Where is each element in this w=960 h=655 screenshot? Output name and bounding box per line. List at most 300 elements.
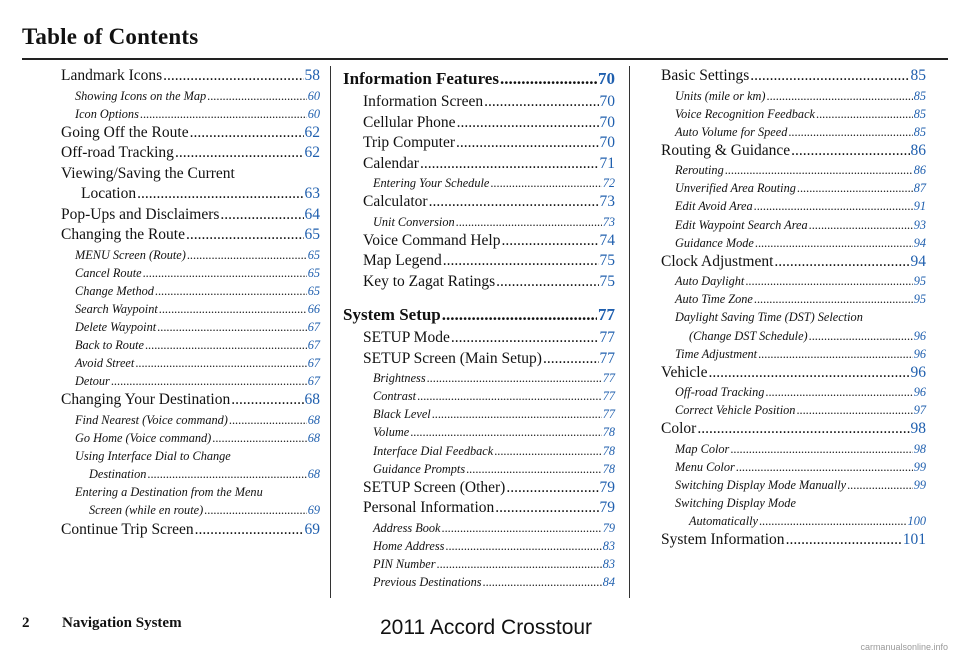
toc-entry-voice-recognition-feedback[interactable] [661, 105, 926, 123]
toc-page-link[interactable]: 95 [913, 274, 926, 289]
dot-leader [791, 141, 909, 162]
toc-page-link[interactable]: 93 [913, 217, 926, 232]
dot-leader [745, 272, 912, 290]
toc-entry-correct-vehicle-position[interactable] [661, 401, 926, 419]
toc-page-link[interactable]: 70 [599, 134, 615, 151]
dot-leader [187, 246, 307, 264]
toc-entry-label: Avoid Street [75, 356, 135, 371]
dot-leader [420, 154, 599, 175]
dot-leader [427, 369, 602, 387]
toc-entry-label: Contrast [373, 389, 417, 404]
dot-leader [484, 92, 598, 113]
toc-entry-time-adjustment[interactable] [661, 345, 926, 363]
toc-page-link[interactable]: 91 [913, 199, 926, 214]
toc-entry-label: Location [81, 185, 137, 203]
toc-entry-change-method[interactable] [61, 282, 320, 300]
toc-entry-label-line: Entering a Destination from the Menu [75, 485, 263, 500]
toc-entry-label: Destination [89, 467, 147, 482]
toc-page-link[interactable]: 96 [913, 346, 926, 361]
toc-page-link[interactable]: 79 [599, 478, 615, 496]
dot-leader [754, 197, 913, 215]
dot-leader [137, 184, 303, 205]
toc-page-link[interactable]: 101 [902, 531, 926, 549]
toc-entry-label: Information Screen [363, 93, 484, 110]
toc-page-link[interactable]: 77 [602, 407, 615, 422]
dot-leader [175, 143, 304, 164]
toc-entry-label: MENU Screen (Route) [75, 247, 186, 262]
toc-entry-label: Color [661, 420, 697, 438]
dot-leader [788, 123, 912, 141]
toc-entry-label: SETUP Screen (Other) [363, 478, 506, 496]
toc-entry-label: Calendar [363, 154, 419, 172]
toc-entry-unverified-area-routing[interactable] [661, 179, 926, 197]
toc-page-link[interactable]: 96 [913, 385, 926, 400]
toc-section-information-features[interactable] [343, 68, 615, 90]
toc-entry-label: Key to Zagat Ratings [363, 272, 496, 290]
toc-entry-landmark-icons[interactable] [61, 66, 320, 87]
toc-page-link[interactable]: 85 [913, 88, 926, 103]
toc-entry-viewing-saving-the-current[interactable] [61, 184, 320, 205]
toc-page-link[interactable]: 60 [307, 88, 320, 103]
dot-leader [111, 372, 307, 390]
toc-page-link[interactable]: 84 [602, 575, 615, 590]
toc-entry-label: Interface Dial Feedback [373, 443, 494, 458]
dot-leader [496, 272, 598, 293]
toc-entry-volume[interactable] [343, 423, 615, 441]
toc-page-link[interactable]: 78 [602, 461, 615, 476]
dot-leader [501, 231, 598, 252]
toc-entry-guidance-mode[interactable] [661, 234, 926, 252]
toc-page-link[interactable]: 68 [304, 391, 320, 409]
toc-entry-changing-your-destination[interactable] [61, 390, 320, 411]
toc-entry-voice-command-help[interactable] [343, 231, 615, 252]
toc-entry-label: Clock Adjustment [661, 252, 774, 270]
toc-page-link[interactable]: 67 [307, 374, 320, 389]
toc-entry-label: Voice Command Help [363, 231, 501, 249]
dot-leader [816, 105, 913, 123]
dot-leader [490, 174, 601, 192]
toc-entry-label: Going Off the Route [61, 123, 189, 141]
toc-page-link[interactable]: 97 [913, 403, 926, 418]
toc-page-link[interactable]: 87 [913, 181, 926, 196]
toc-page-link[interactable]: 100 [907, 514, 926, 529]
toc-entry-map-legend[interactable] [343, 251, 615, 272]
toc-entry-continue-trip-screen[interactable] [61, 520, 320, 541]
toc-entry-label: Edit Waypoint Search Area [675, 217, 808, 232]
dot-leader [231, 390, 303, 411]
dot-leader [207, 87, 307, 105]
dot-leader [432, 405, 602, 423]
toc-entry-label: Automatically [689, 514, 758, 529]
toc-page-link[interactable]: 73 [602, 214, 615, 229]
toc-page-link[interactable]: 62 [304, 144, 320, 162]
watermark: carmanualsonline.info [860, 642, 948, 652]
toc-page-link[interactable]: 63 [304, 185, 320, 203]
toc-entry-vehicle[interactable] [661, 363, 926, 384]
toc-page-link[interactable]: 98 [910, 420, 926, 438]
toc-entry-label: Guidance Mode [675, 235, 754, 250]
toc-page-link[interactable]: 70 [599, 93, 615, 110]
toc-entry-label: Cellular Phone [363, 113, 456, 131]
toc-entry-setup-screen-other[interactable] [343, 478, 615, 499]
toc-page-link[interactable]: 77 [602, 371, 615, 386]
toc-entry-label: Off-road Tracking [675, 385, 765, 400]
dot-leader [143, 264, 307, 282]
toc-entry-auto-time-zone[interactable] [661, 290, 926, 308]
toc-page-link[interactable]: 70 [599, 113, 615, 131]
toc-page-link[interactable]: 62 [304, 123, 320, 141]
toc-entry-label: Auto Daylight [675, 274, 745, 289]
toc-entry-label: Change Method [75, 283, 154, 298]
toc-entry-avoid-street[interactable] [61, 354, 320, 372]
toc-entry-label: Changing Your Destination [61, 391, 231, 409]
toc-entry-label: Auto Volume for Speed [675, 124, 788, 139]
dot-leader [774, 252, 909, 273]
dot-leader [429, 192, 599, 213]
toc-entry-label: Trip Computer [363, 134, 456, 151]
toc-entry-label: Voice Recognition Feedback [675, 106, 815, 121]
dot-leader [155, 282, 307, 300]
toc-entry-label: Unit Conversion [373, 214, 455, 229]
footer-section-label: Navigation System [62, 615, 182, 631]
toc-entry-label: Brightness [373, 371, 426, 386]
toc-page-link[interactable]: 58 [304, 67, 320, 84]
toc-entry-label: System Information [661, 531, 785, 549]
toc-page-link[interactable]: 67 [307, 338, 320, 353]
toc-entry-label: Landmark Icons [61, 67, 163, 84]
dot-leader [186, 225, 304, 246]
toc-page-link[interactable]: 65 [307, 265, 320, 280]
dot-leader [442, 304, 597, 326]
dot-leader [543, 349, 599, 370]
toc-entry-label: Auto Time Zone [675, 292, 753, 307]
toc-entry-auto-daylight[interactable] [661, 272, 926, 290]
toc-entry-using-interface-dial-to-change[interactable] [61, 465, 320, 483]
toc-entry-label: Detour [75, 374, 110, 389]
toc-column-3 [661, 66, 926, 551]
dot-leader [135, 354, 306, 372]
toc-entry-rerouting[interactable] [661, 161, 926, 179]
toc-entry-label: Map Legend [363, 252, 442, 270]
toc-entry-entering-a-destination-from-the-menu[interactable] [61, 501, 320, 519]
dot-leader [708, 363, 909, 384]
toc-entry-label: Personal Information [363, 499, 495, 517]
toc-page-link[interactable]: 65 [307, 247, 320, 262]
dot-leader [229, 411, 307, 429]
toc-page-link[interactable]: 66 [307, 301, 320, 316]
footer-page-number: 2 [22, 615, 30, 631]
toc-entry-label: Map Color [675, 441, 730, 456]
toc-entry-icon-options[interactable] [61, 105, 320, 123]
dot-leader [220, 205, 303, 226]
toc-section-system-setup[interactable] [343, 304, 615, 326]
toc-entry-interface-dial-feedback[interactable] [343, 442, 615, 460]
toc-entry-previous-destinations[interactable] [343, 573, 615, 591]
dot-leader [506, 478, 598, 499]
toc-entry-label: SETUP Screen (Main Setup) [363, 349, 542, 367]
toc-page-link[interactable]: 85 [913, 124, 926, 139]
toc-entry-switching-display-mode-manually[interactable] [661, 476, 926, 494]
toc-page-link[interactable]: 60 [307, 106, 320, 121]
toc-entry-edit-waypoint-search-area[interactable] [661, 216, 926, 234]
dot-leader [443, 251, 599, 272]
toc-entry-label: Screen (while en route) [89, 503, 204, 518]
toc-entry-label: (Change DST Schedule) [689, 328, 808, 343]
dot-leader [797, 179, 913, 197]
dot-leader [190, 123, 304, 144]
toc-page-link[interactable]: 96 [913, 328, 926, 343]
dot-leader [147, 465, 306, 483]
toc-entry-back-to-route[interactable] [61, 336, 320, 354]
toc-page-link[interactable]: 69 [304, 520, 320, 538]
toc-entry-search-waypoint[interactable] [61, 300, 320, 318]
dot-leader [212, 429, 306, 447]
toc-entry-label: Menu Color [675, 460, 735, 474]
toc-entry-label: Home Address [373, 538, 445, 553]
toc-page-link[interactable]: 99 [913, 460, 926, 474]
dot-leader [163, 66, 303, 87]
toc-page-link[interactable]: 95 [913, 292, 926, 307]
toc-entry-units-mile-or-km[interactable] [661, 87, 926, 105]
toc-page-link[interactable]: 78 [602, 443, 615, 458]
dot-leader [437, 555, 602, 573]
title-rule [22, 58, 948, 60]
toc-entry-personal-information[interactable] [343, 498, 615, 519]
toc-page-link[interactable]: 75 [599, 272, 615, 290]
toc-page-link[interactable]: 79 [602, 520, 615, 535]
dot-leader [140, 105, 307, 123]
toc-entry-going-off-the-route[interactable] [61, 123, 320, 144]
toc-page-link[interactable]: 94 [910, 252, 926, 270]
toc-entry-label: Time Adjustment [675, 346, 758, 361]
toc-entry-label: Unverified Area Routing [675, 181, 796, 196]
dot-leader [500, 68, 597, 90]
toc-entry-label: Pop-Ups and Disclaimers [61, 205, 220, 223]
toc-entry-detour[interactable] [61, 372, 320, 390]
dot-leader [758, 345, 913, 363]
toc-entry-entering-your-schedule[interactable] [343, 174, 615, 192]
toc-entry-label-line: Using Interface Dial to Change [75, 449, 231, 464]
toc-entry-label: Previous Destinations [373, 575, 482, 590]
toc-entry-label: PIN Number [373, 556, 436, 571]
toc-entry-label: Basic Settings [661, 67, 750, 84]
dot-leader [847, 476, 913, 494]
column-divider [629, 66, 630, 598]
toc-entry-label: Address Book [373, 520, 441, 535]
dot-leader [451, 328, 599, 349]
toc-entry-showing-icons-on-the-map[interactable] [61, 87, 320, 105]
toc-page-link[interactable]: 73 [599, 193, 615, 211]
toc-page-link[interactable]: 77 [598, 305, 615, 325]
toc-entry-pop-ups-and-disclaimers[interactable] [61, 205, 320, 226]
dot-leader [417, 387, 602, 405]
toc-entry-label: Edit Avoid Area [675, 199, 753, 214]
toc-page-link[interactable]: 86 [913, 163, 926, 178]
dot-leader [204, 501, 307, 519]
toc-entry-label: Vehicle [661, 363, 708, 381]
toc-entry-clock-adjustment[interactable] [661, 252, 926, 273]
toc-page-link[interactable]: 77 [599, 349, 615, 367]
toc-entry-menu-screen-route[interactable] [61, 246, 320, 264]
toc-page-link[interactable]: 72 [602, 176, 615, 190]
toc-entry-label: Continue Trip Screen [61, 520, 194, 538]
toc-entry-setup-screen-main-setup[interactable] [343, 349, 615, 370]
dot-leader [755, 234, 913, 252]
dot-leader [725, 161, 913, 179]
toc-entry-menu-color[interactable] [661, 458, 926, 476]
toc-page-link[interactable]: 68 [307, 431, 320, 446]
dot-leader [195, 520, 304, 541]
dot-leader [736, 458, 913, 476]
toc-entry-map-color[interactable] [661, 440, 926, 458]
dot-leader [495, 498, 598, 519]
toc-page-link[interactable]: 68 [307, 412, 320, 427]
dot-leader [157, 318, 307, 336]
dot-leader [759, 512, 907, 530]
toc-page-link[interactable]: 83 [602, 556, 615, 571]
toc-page-link[interactable]: 96 [910, 363, 926, 381]
toc-entry-label: Search Waypoint [75, 301, 158, 316]
toc-column-1 [61, 66, 320, 540]
dot-leader [494, 442, 602, 460]
dot-leader [730, 440, 912, 458]
toc-entry-switching-display-mode[interactable] [661, 512, 926, 530]
toc-entry-black-level[interactable] [343, 405, 615, 423]
toc-entry-label: Cancel Route [75, 265, 142, 280]
toc-page-link[interactable]: 68 [307, 467, 320, 482]
dot-leader [145, 336, 307, 354]
toc-entry-label: Switching Display Mode Manually [675, 478, 847, 493]
toc-page-link[interactable]: 85 [910, 67, 926, 84]
toc-page-link[interactable]: 78 [602, 425, 615, 440]
toc-entry-label-line: Daylight Saving Time (DST) Selection [675, 310, 863, 325]
toc-entry-label-line: Viewing/Saving the Current [61, 164, 235, 182]
toc-page-link[interactable]: 99 [913, 478, 926, 493]
toc-page-link[interactable]: 75 [599, 252, 615, 270]
toc-entry-label: Entering Your Schedule [373, 176, 490, 190]
dot-leader [483, 573, 602, 591]
toc-page-link[interactable]: 94 [913, 235, 926, 250]
toc-entry-home-address[interactable] [343, 537, 615, 555]
toc-page-link[interactable]: 70 [598, 69, 615, 88]
toc-entry-label: Icon Options [75, 106, 139, 121]
toc-page-link[interactable]: 74 [599, 231, 615, 249]
dot-leader [456, 213, 602, 231]
toc-entry-contrast[interactable] [343, 387, 615, 405]
toc-entry-label: Back to Route [75, 338, 144, 353]
toc-entry-changing-the-route[interactable] [61, 225, 320, 246]
toc-entry-system-information[interactable] [661, 530, 926, 551]
dot-leader [796, 401, 912, 419]
toc-page-link[interactable]: 79 [599, 499, 615, 517]
toc-entry-label: Guidance Prompts [373, 461, 466, 476]
dot-leader [456, 133, 598, 154]
toc-entry-label: SETUP Mode [363, 329, 450, 347]
dot-leader [786, 530, 902, 551]
dot-leader [466, 460, 602, 478]
toc-column-2 [343, 66, 615, 591]
toc-entry-label: Information Features [343, 69, 499, 88]
toc-page-link[interactable]: 67 [307, 320, 320, 335]
toc-entry-label: Showing Icons on the Map [75, 88, 207, 103]
toc-entry-address-book[interactable] [343, 519, 615, 537]
dot-leader [809, 327, 913, 345]
toc-entry-information-screen[interactable] [343, 92, 615, 113]
toc-page-link[interactable]: 67 [307, 356, 320, 371]
dot-leader [159, 300, 307, 318]
toc-page-link[interactable]: 83 [602, 538, 615, 553]
toc-entry-cellular-phone[interactable] [343, 113, 615, 134]
toc-entry-find-nearest-voice-command[interactable] [61, 411, 320, 429]
toc-entry-trip-computer[interactable] [343, 133, 615, 154]
toc-page-link[interactable]: 77 [602, 389, 615, 404]
toc-entry-edit-avoid-area[interactable] [661, 197, 926, 215]
toc-entry-calculator[interactable] [343, 192, 615, 213]
toc-entry-setup-mode[interactable] [343, 328, 615, 349]
toc-entry-pin-number[interactable] [343, 555, 615, 573]
dot-leader [442, 519, 602, 537]
toc-page-link[interactable]: 86 [910, 141, 926, 159]
toc-entry-basic-settings[interactable] [661, 66, 926, 87]
toc-entry-key-to-zagat-ratings[interactable] [343, 272, 615, 293]
toc-page-link[interactable]: 98 [913, 441, 926, 456]
toc-entry-delete-waypoint[interactable] [61, 318, 320, 336]
toc-entry-brightness[interactable] [343, 369, 615, 387]
toc-entry-label: Rerouting [675, 163, 724, 178]
toc-entry-label-line: Switching Display Mode [675, 496, 796, 511]
toc-entry-label: Volume [373, 425, 410, 440]
toc-entry-go-home-voice-command[interactable] [61, 429, 320, 447]
toc-entry-routing-guidance[interactable] [661, 141, 926, 162]
toc-page-link[interactable]: 85 [913, 106, 926, 121]
toc-entry-label: Calculator [363, 193, 428, 211]
dot-leader [697, 419, 909, 440]
toc-entry-guidance-prompts[interactable] [343, 460, 615, 478]
toc-entry-cancel-route[interactable] [61, 264, 320, 282]
toc-entry-label: Changing the Route [61, 226, 185, 244]
toc-page-link[interactable]: 65 [307, 283, 320, 298]
toc-page-link[interactable]: 64 [304, 205, 320, 223]
toc-entry-label: Correct Vehicle Position [675, 403, 796, 418]
toc-entry-label: Black Level [373, 407, 431, 422]
toc-entry-daylight-saving-time-dst-selection[interactable] [661, 327, 926, 345]
toc-entry-label: Routing & Guidance [661, 141, 791, 159]
toc-page-link[interactable]: 71 [599, 154, 615, 172]
dot-leader [445, 537, 601, 555]
toc-entry-unit-conversion[interactable] [343, 213, 615, 231]
dot-leader [765, 383, 912, 401]
footer-model-name: 2011 Accord Crosstour [380, 616, 593, 639]
toc-entry-label: Off-road Tracking [61, 144, 174, 162]
toc-entry-calendar[interactable] [343, 154, 615, 175]
toc-page-link[interactable]: 65 [304, 226, 320, 244]
toc-entry-off-road-tracking[interactable] [61, 143, 320, 164]
dot-leader [457, 113, 599, 134]
dot-leader [750, 66, 909, 87]
toc-entry-auto-volume-for-speed[interactable] [661, 123, 926, 141]
toc-entry-label: Units (mile or km) [675, 88, 766, 103]
toc-page-link[interactable]: 69 [307, 503, 320, 518]
toc-page-link[interactable]: 77 [599, 329, 615, 347]
page-title: Table of Contents [22, 24, 199, 49]
dot-leader [410, 423, 602, 441]
toc-entry-color[interactable] [661, 419, 926, 440]
toc-entry-label: System Setup [343, 305, 441, 325]
toc-entry-label: Delete Waypoint [75, 320, 157, 335]
toc-entry-off-road-tracking[interactable] [661, 383, 926, 401]
toc-entry-label: Find Nearest (Voice command) [75, 412, 228, 427]
toc-entry-label: Go Home (Voice command) [75, 431, 212, 446]
